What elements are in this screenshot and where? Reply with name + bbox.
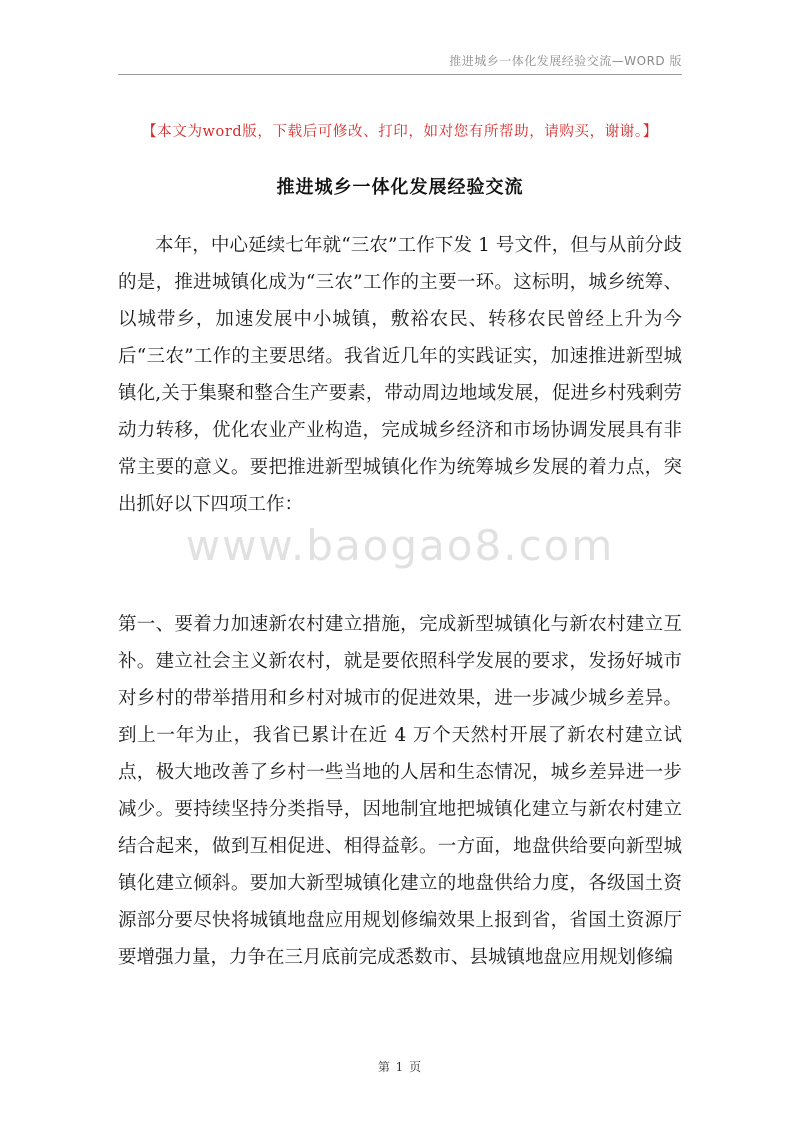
header-divider bbox=[118, 74, 682, 75]
watermark: www.baogao8.com bbox=[185, 521, 615, 570]
page-number: 第 1 页 bbox=[377, 1060, 423, 1074]
body-paragraph-1: 本年，中心延续七年就“三农”工作下发 1 号文件，但与从前分歧的是，推进城镇化成为“三农”工作的主要一环。这标明，城乡统筹、以城带乡，加速发展中小城镇，敷裕农民、转移农民曾经上升为今后“三农”工作的主要思绪。我省近几年的实践证实，加速推进新型城镇化,关于集聚和整合生产要素，带动周边地域发展，促进乡村残剩劳动力转移，优化农业产业构造，完成城乡经济和市场协调发展具有非常主要的意义。要把推进新型城镇化作为统筹城乡发展的着力点，突出抓好以下四项工作： bbox=[118, 235, 682, 515]
download-notice: 【本文为word版，下载后可修改、打印，如对您有所帮助，请购买，谢谢。】 bbox=[142, 124, 658, 140]
running-header: 推进城乡一体化发展经验交流—WORD 版 bbox=[449, 54, 682, 68]
body-paragraph-2: 第一、要着力加速新农村建立措施，完成新型城镇化与新农村建立互补。建立社会主义新农村，就是要依照科学发展的要求，发扬好城市对乡村的带举措用和乡村对城市的促进效果，进一步减少城乡差异。到上一年为止，我省已累计在近 4 万个天然村开展了新农村建立试点，极大地改善了乡村一些当地的人居和生态情况，城乡差异进一步减少。要持续坚持分类指导，因地制宜地把城镇化建立与新农村建立结合起来，做到互相促进、相得益彰。一方面，地盘供给要向新型城镇化建立倾斜。要加大新型城镇化建立的地盘供给力度，各级国土资源部分要尽快将城镇地盘应用规划修编效果上报到省，省国土资源厅要增强力量，力争在三月底前完成悉数市、县城镇地盘应用规划修编 bbox=[118, 614, 682, 968]
document-title: 推进城乡一体化发展经验交流 bbox=[276, 177, 524, 198]
